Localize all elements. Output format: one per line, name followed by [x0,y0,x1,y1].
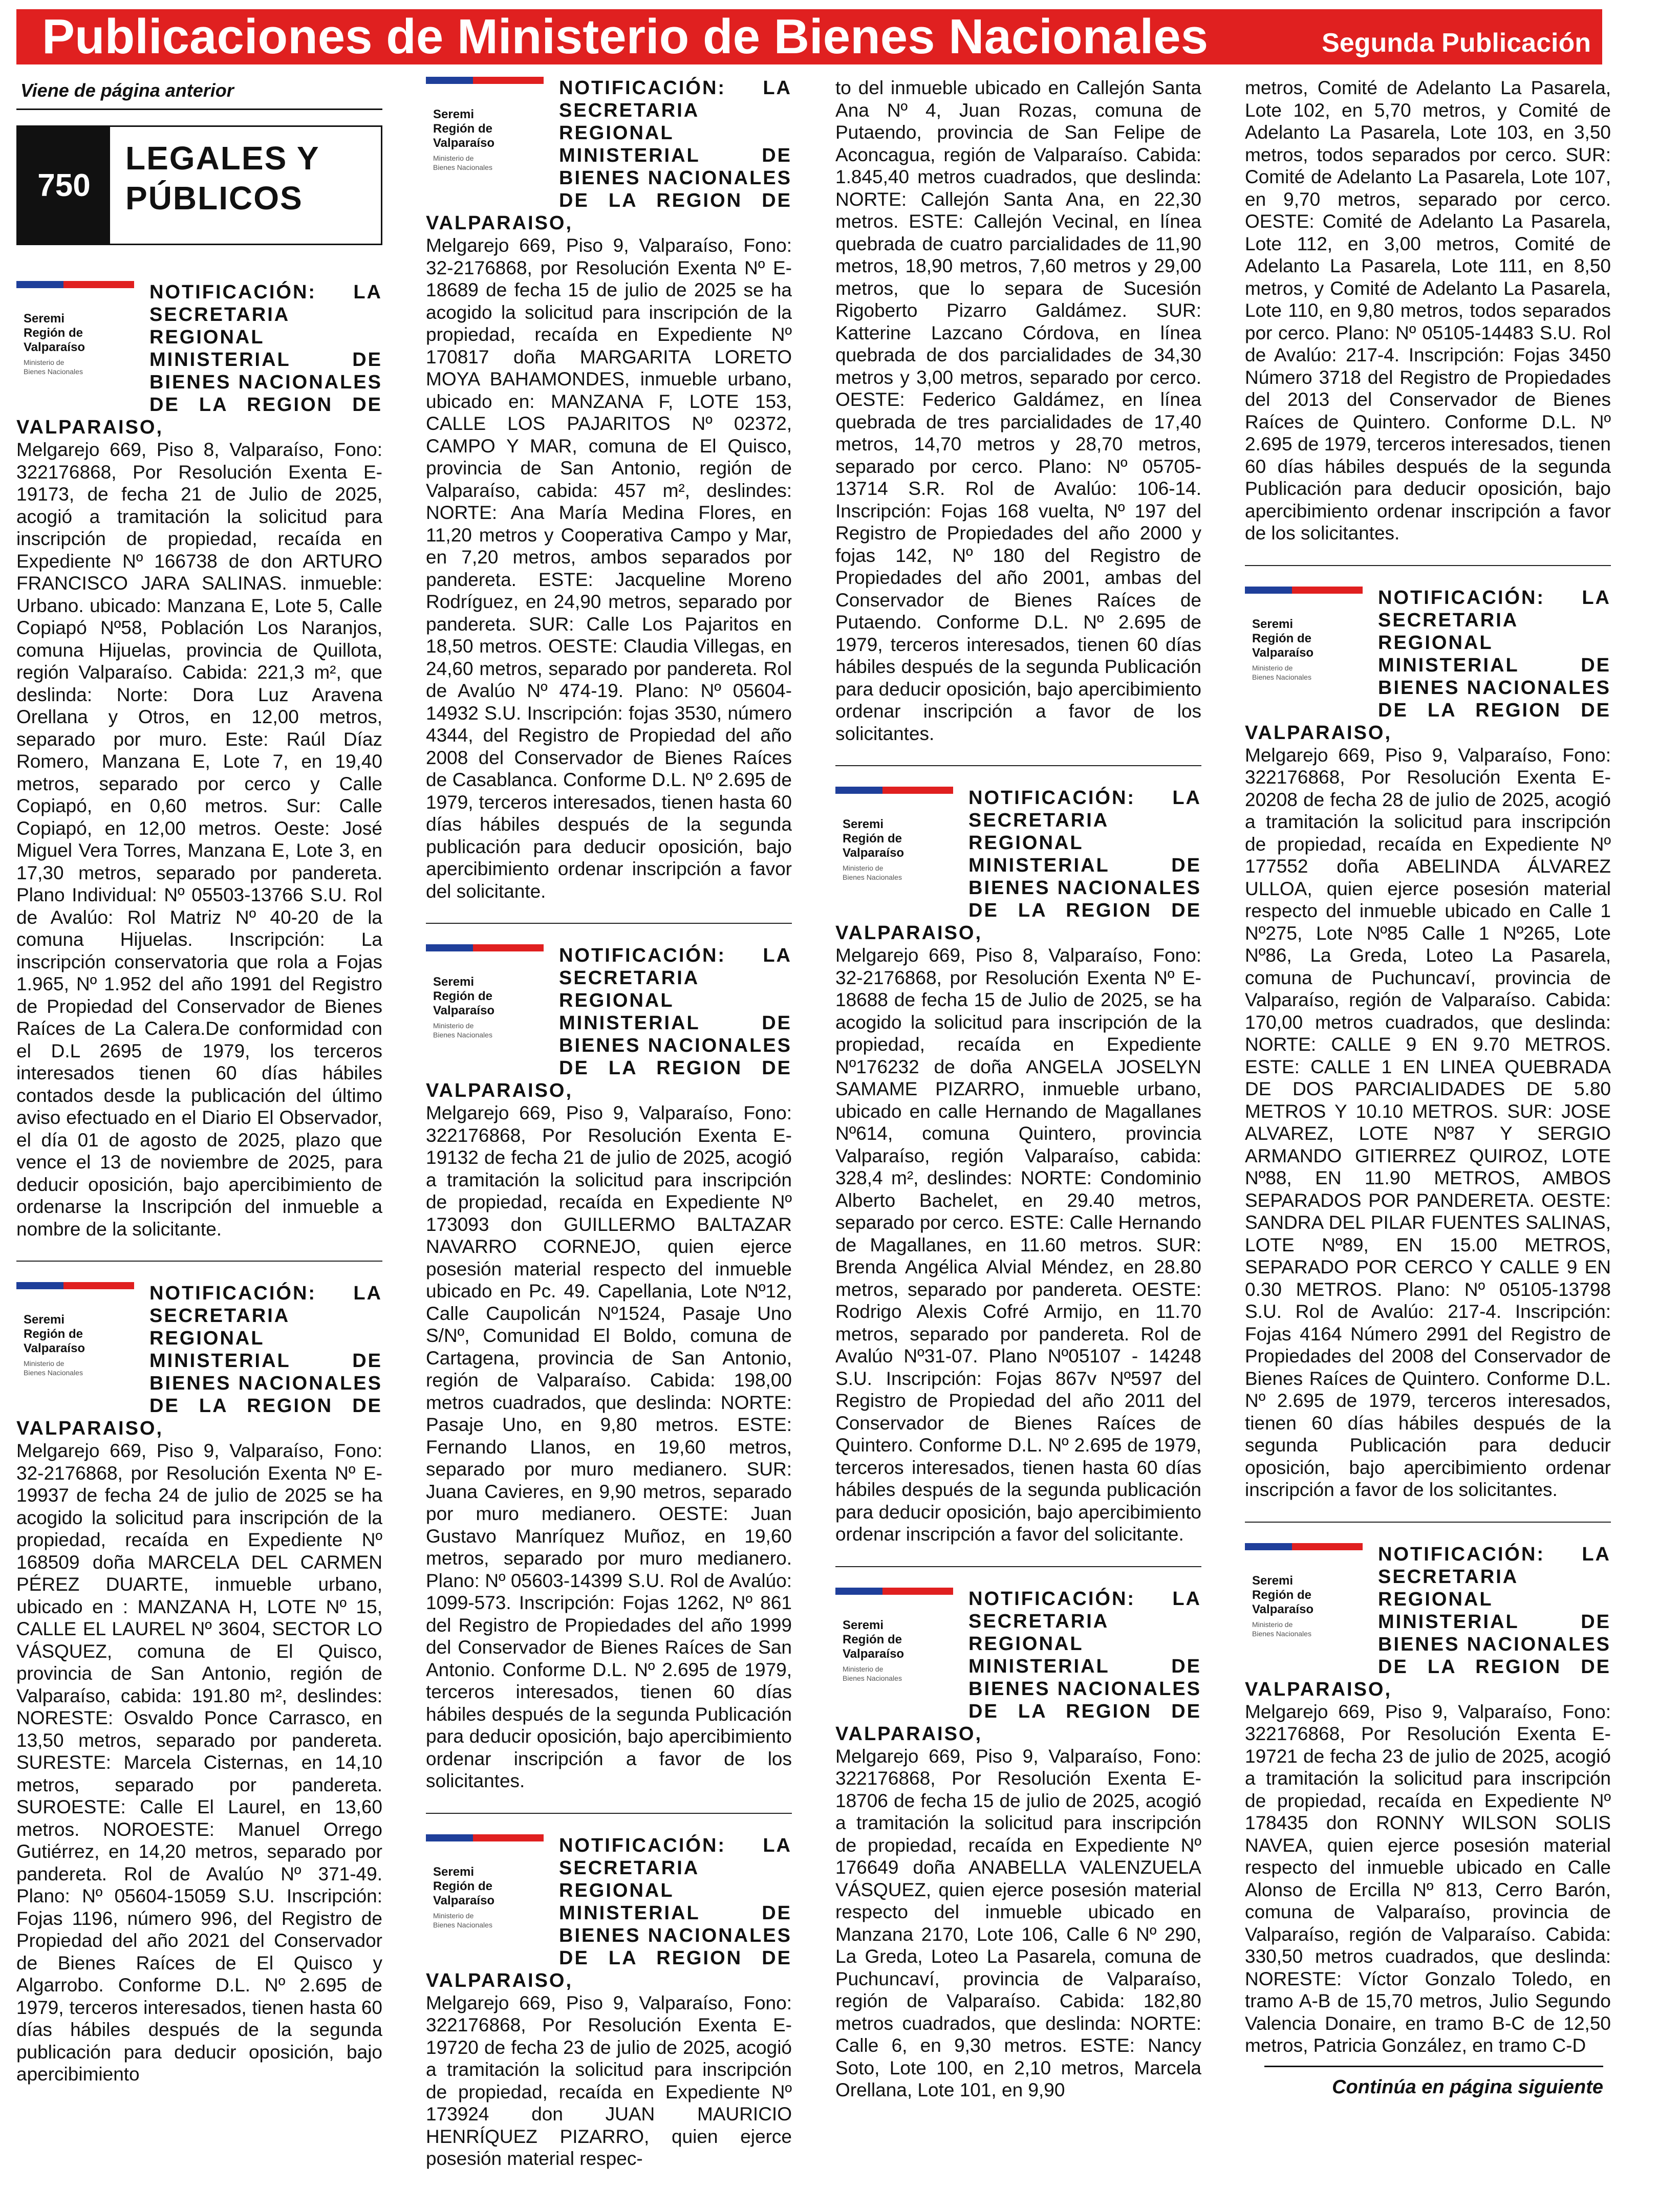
seremi-logo [1245,587,1368,709]
logo-subtext: Ministerio de Bienes Nacionales [843,864,902,881]
logo-subtext: Ministerio de Bienes Nacionales [433,1022,492,1039]
notice-header [426,77,792,902]
section-number: 750 [18,127,110,244]
logo-subtext: Ministerio de Bienes Nacionales [843,1664,902,1682]
notice-header [16,281,382,1240]
notice [426,944,792,1814]
column-4 [1245,77,1611,2098]
seremi-logo [426,1834,549,1957]
flag-stripe-icon [426,77,544,84]
logo-text: Seremi Región de Valparaíso [433,107,495,150]
flag-stripe-icon [835,1588,953,1595]
logo-text: Seremi Región de Valparaíso [24,312,85,354]
notice-title: NOTIFICACIÓN: LA SECRETARIA REGIONAL MINISTERIAL DE BIENES NACIONALES DE LA REGION DE VALPARAISO, [16,281,382,438]
notice-body: Melgarejo 669, Piso 9, Valparaíso, Fono: 322176868, Por Resolución Exenta E-19720 de fecha 23 de julio de 2025, acogió a tramitación la solicitud para inscripción de propiedad, recaída en Expediente Nº 173924 don JUAN MAURICIO HENRÍQUEZ PIZARRO, quien ejerce posesión material respec- [426,1992,792,2169]
notice-body: Melgarejo 669, Piso 9, Valparaíso, Fono: 32-2176868, por Resolución Exenta Nº E-18689 de fecha 15 de julio de 2025 se ha acogido la solicitud para inscripción de la propiedad, recaída en Expediente Nº 170817 doña MARGARITA LORETO MOYA BAHAMONDES, inmueble urbano, ubicado en: MANZANA F, LOTE 153, CALLE LOS PAJARITOS Nº 02372, CAMPO Y MAR, comuna de El Quisco, provincia de San Antonio, región de Valparaíso, cabida: 457 m², deslindes: NORTE: Ana María Medina Flores, en 11,20 metros y Cooperativa Campo y Mar, en 7,20 metros, ambos separados por pandereta. ESTE: Jacqueline Moreno Rodríguez, en 24,90 metros, separado por pandereta. SUR: Calle Los Pajaritos en 18,50 metros. OESTE: Claudia Villegas, en 24,60 metros, separado por pandereta. Rol de Avalúo Nº 474-19. Plano: Nº 05604-14932 S.U. Inscripción: fojas 3530, número 4344, del Registro de Propiedad del año 2008 del Conservador de Bienes Raíces de Casablanca. Conforme D.L. Nº 2.695 de 1979, terceros interesados, tienen hasta 60 días hábiles después de la segunda publicación para deducir oposición, bajo apercibimiento ordenar inscripción a favor del solicitante. [426,235,792,902]
section-title-line1: LEGALES Y [125,140,320,177]
notice [426,77,792,924]
notice [1245,77,1611,566]
logo-text: Seremi Región de Valparaíso [24,1313,85,1355]
logo-subtext: Ministerio de Bienes Nacionales [24,1359,83,1377]
flag-stripe-icon [1245,1543,1363,1550]
logo-subtext: Ministerio de Bienes Nacionales [1252,663,1311,681]
flag-stripe-icon [426,944,544,951]
column-3 [835,77,1201,2142]
section-title [110,127,320,244]
logo-text: Seremi Región de Valparaíso [843,817,904,860]
seremi-logo [16,1282,139,1405]
section-title-line2: PÚBLICOS [125,180,303,216]
notice [16,1282,382,2106]
notice-body: Melgarejo 669, Piso 9, Valparaíso, Fono: 322176868, Por Resolución Exenta E-19721 de fecha 23 de julio de 2025, acogió a tramitación la solicitud para inscripción de propiedad, recaída en Expediente Nº 178435 don RONNY WILSON SOLIS NAVEA, quien ejerce posesión material respecto del inmueble ubicado en Calle Alonso de Ercilla Nº 813, Cerro Barón, comuna de Valparaíso, provincia de Valparaíso, región de Valparaíso. Cabida: 330,50 metros cuadrados, que deslinda: NORESTE: Víctor Gonzalo Toledo, en tramo A-B de 15,70 metros, Julio Segundo Valencia Donaire, en tramo B-C de 12,50 metros, Patricia González, en tramo C-D [1245,1701,1611,2056]
flag-stripe-icon [16,281,134,288]
logo-subtext: Ministerio de Bienes Nacionales [433,1911,492,1929]
seremi-logo [426,77,549,200]
flag-stripe-icon [835,787,953,794]
notice-body: Melgarejo 669, Piso 8, Valparaíso, Fono: 32-2176868, por Resolución Exenta Nº E-18688 de fecha 15 de Julio de 2025, se ha acogido la solicitud para inscripción de la propiedad, recaída en Expediente Nº176232 de doña ANGELA JOSELYN SAMAME PIZARRO, inmueble urbano, ubicado en calle Hernando de Magallanes Nº614, comuna Quintero, provincia Valparaíso, región Valparaíso, cabida: 328,4 m², deslindes: NORTE: Condominio Alberto Bachelet, en 29.40 metros, separado por cerco. ESTE: Calle Hernando de Magallanes, en 11.60 metros. SUR: Brenda Angélica Alvial Méndez, en 28.80 metros, separado por pandereta. OESTE: Rodrigo Alexis Cofré Armijo, en 11.70 metros, separado por pandereta. Rol de Avalúo Nº31-07. Plano Nº05107 - 14248 S.U. Inscripción: Fojas 867v Nº597 del Registro de Propiedad del año 2011 del Conservador de Bienes Raíces de Quintero. Conforme D.L. Nº 2.695 de 1979, terceros interesados, tienen hasta 60 días hábiles después de la segunda publicación para deducir oposición, bajo apercibimiento ordenar inscripción a favor del solicitante. [835,945,1201,1545]
notice-body: Melgarejo 669, Piso 9, Valparaíso, Fono: 32-2176868, por Resolución Exenta Nº E-19937 de fecha 24 de julio de 2025 se ha acogido la solicitud para inscripción de la propiedad, recaída en Expediente Nº 168509 doña MARCELA DEL CARMEN PÉREZ DUARTE, inmueble urbano, ubicado en : MANZANA H, LOTE Nº 15, CALLE EL LAUREL Nº 3604, SECTOR LO VÁSQUEZ, comuna de El Quisco, provincia de San Antonio, región de Valparaíso, cabida: 191.80 m², deslindes: NORESTE: Osvaldo Ponce Carrasco, en 13,50 metros, separado por pandereta. SURESTE: Marcela Cisternas, en 14,10 metros, separado por pandereta. SUROESTE: Calle El Laurel, en 13,60 metros. NOROESTE: Manuel Orrego Gutiérrez, en 14,20 metros, separado por pandereta. Rol de Avalúo Nº 371-49. Plano: Nº 05604-15059 S.U. Inscripción: Fojas 1196, número 996, del Registro de Propiedad del año 2021 del Conservador de Bienes Raíces de El Quisco y Algarrobo. Conforme D.L. Nº 2.695 de 1979, terceros interesados, tienen hasta 60 días hábiles después de la segunda publicación para deducir oposición, bajo apercibimiento [16,1440,382,2085]
section-header [16,125,382,245]
seremi-logo [835,787,958,909]
continued-to-label: Continúa en página siguiente [1264,2066,1603,2098]
seremi-logo [835,1588,958,1710]
notice-body: to del inmueble ubicado en Callejón Santa Ana Nº 4, Juan Rozas, comuna de Putaendo, provincia de San Felipe de Aconcagua, región de Valparaíso. Cabida: 1.845,40 metros cuadrados, que deslinda: NORTE: Callejón Santa Ana, en 22,30 metros. ESTE: Callejón Vecinal, en línea quebrada de cuatro parcialidades de 11,90 metros, 18,90 metros, 7,60 metros y 29,00 metros, que lo separa de Sucesión Rigoberto Pizarro Galdámez. SUR: Katterine Lazcano Córdova, en línea quebrada de dos parcialidades de 34,30 metros y 3,00 metros, separado por cerco. OESTE: Federico Galdámez, en línea quebrada de tres parcialidades de 17,40 metros, 14,70 metros y 28,70 metros, separado por cerco. Plano: Nº 05705-13714 S.R. Rol de Avalúo: 106-14. Inscripción: Fojas 168 vuelta, Nº 197 del Registro de Propiedades del año 2000 y fojas 142, Nº 180 del Registro de Propiedades del año 2001, ambas del Conservador de Bienes Raíces de Putaendo. Conforme D.L. Nº 2.695 de 1979, terceros interesados, tienen 60 días hábiles después de la segunda Publicación para deducir oposición, bajo apercibimiento ordenar inscripción a favor de los solicitantes. [835,77,1201,744]
banner-subtitle: Segunda Publicación [1322,28,1591,58]
logo-subtext: Ministerio de Bienes Nacionales [433,154,492,171]
notice-body: metros, Comité de Adelanto La Pasarela, Lote 102, en 5,70 metros, y Comité de Adelanto La Pasarela, Lote 103, en 3,50 metros, todos separados por cerco. SUR: Comité de Adelanto La Pasarela, Lote 107, en 9,70 metros, separado por cerco. OESTE: Comité de Adelanto La Pasarela, Lote 112, en 3,00 metros, Comité de Adelanto La Pasarela, Lote 111, en 8,50 metros, y Comité de Adelanto La Pasarela, Lote 110, en 9,80 metros, todos separados por cerco. Plano: Nº 05105-14483 S.U. Rol de Avalúo: 217-4. Inscripción: Fojas 3450 Número 3718 del Registro de Propiedades del 2013 del Conservador de Bienes Raíces de Quintero. Conforme D.L. Nº 2.695 de 1979, terceros interesados, tienen 60 días hábiles después de la segunda Publicación para deducir oposición, bajo apercibimiento ordenar inscripción a favor de los solicitantes. [1245,77,1611,544]
notice-title: NOTIFICACIÓN: LA SECRETARIA REGIONAL MINISTERIAL DE BIENES NACIONALES DE LA REGION DE VALPARAISO, [16,1283,382,1439]
notice [1245,1543,1611,2077]
logo-text: Seremi Región de Valparaíso [843,1618,904,1661]
notice-body: Melgarejo 669, Piso 8, Valparaíso, Fono: 322176868, Por Resolución Exenta E-19173, de fecha 21 de Julio de 2025, acogió a tramitación la solicitud para inscripción de propiedad, recaída en Expediente Nº 166738 de don ARTURO FRANCISCO JARA SALINAS. inmueble: Urbano. ubicado: Manzana E, Lote 5, Calle Copiapó Nº58, Población Los Naranjos, comuna Hijuelas, provincia de Quillota, región Valparaíso. Cabida: 221,3 m², que deslinda: Norte: Dora Luz Aravena Orellana y Otros, en 12,00 metros, separado por muro. Este: Raúl Díaz Romero, Manzana E, Lote 7, en 19,40 metros, separado por cerco y Calle Copiapó, en 0,60 metros. Sur: Calle Copiapó, en 12,00 metros. Oeste: José Miguel Vera Torres, Manzana E, Lote 3, en 17,30 metros, separado por pandereta. Plano Individual: Nº 05503-13766 S.U. Rol de Avalúo: Rol Matriz Nº 40-20 de la comuna Hijuelas. Inscripción: La inscripción conservatoria que rola a Fojas 1.965, Nº 1.952 del año 1991 del Registro de Propiedad del Conservador de Bienes Raíces de La Calera.De conformidad con el D.L 2695 de 1979, los terceros interesados tienen 60 días hábiles contados desde la publicación del último aviso efectuado en el Diario El Observador, el día 01 de agosto de 2025, plazo que vence el 13 de noviembre de 2025, para deducir oposición, bajo apercibimiento de ordenarse la Inscripción del inmueble a nombre de la solicitante. [16,439,382,1240]
notice-header [1245,1543,1611,2057]
notice-header [835,1588,1201,2101]
notice [835,787,1201,1567]
notice-header [426,944,792,1792]
logo-text: Seremi Región de Valparaíso [433,975,495,1017]
notice-title: NOTIFICACIÓN: LA SECRETARIA REGIONAL MINISTERIAL DE BIENES NACIONALES DE LA REGION DE VALPARAISO, [835,1588,1201,1745]
page-banner [16,9,1602,64]
notice-title: NOTIFICACIÓN: LA SECRETARIA REGIONAL MINISTERIAL DE BIENES NACIONALES DE LA REGION DE VALPARAISO, [426,945,792,1101]
logo-text: Seremi Región de Valparaíso [1252,617,1314,660]
notice-body: Melgarejo 669, Piso 9, Valparaíso, Fono: 322176868, Por Resolución Exenta E-20208 de fecha 28 de julio de 2025, acogió a tramitación la solicitud para inscripción de propiedad, recaída en Expediente Nº 177552 doña ABELINDA ÁLVAREZ ULLOA, quien ejerce posesión material respecto del inmueble ubicado en Calle 1 Nº275, Lote Nº85 Calle 1 Nº265, Lote Nº86, La Greda, Loteo La Pasarela, comuna de Puchuncaví, provincia de Valparaíso, región de Valparaíso. Cabida: 170,00 metros cuadrados, que deslinda: NORTE: CALLE 9 EN 9.70 METROS. ESTE: CALLE 1 EN LINEA QUEBRADA DE DOS PARCIALIDADES DE 5.80 METROS Y 10.10 METROS. SUR: JOSE ALVAREZ, LOTE Nº87 Y SERGIO ARMANDO GITIERREZ QUIROZ, LOTE Nº88, EN 11.90 METROS, AMBOS SEPARADOS POR PANDERETA. OESTE: SANDRA DEL PILAR FUENTES SALINAS, LOTE Nº89, EN 15.00 METROS, SEPARADO POR CERCO Y CALLE 9 EN 0.30 METROS. Plano: Nº 05105-13798 S.U. Rol de Avalúo: 217-4. Inscripción: Fojas 4164 Número 2991 del Registro de Propiedades del 2008 del Conservador de Bienes Raíces de Quintero. Conforme D.L. Nº 2.695 de 1979, terceros interesados, tienen 60 días hábiles después de la segunda Publicación para deducir oposición, bajo apercibimiento ordenar inscripción a favor de los solicitantes. [1245,744,1611,1500]
seremi-logo [426,944,549,1067]
notice [1245,587,1611,1523]
notice [835,1588,1201,2122]
flag-stripe-icon [1245,587,1363,594]
notice-body: Melgarejo 669, Piso 9, Valparaíso, Fono: 322176868, Por Resolución Exenta E-18706 de fecha 15 de julio de 2025, acogió a tramitación la solicitud para inscripción de propiedad, recaída en Expediente Nº 176649 doña ANABELLA VALENZUELA VÁSQUEZ, quien ejerce posesión material respecto del inmueble ubicado en Manzana 2170, Lote 106, Calle 6 Nº 290, La Greda, Loteo La Pasarela, comuna de Puchuncaví, provincia de Valparaíso, región de Valparaíso. Cabida: 182,80 metros cuadrados, que deslinda: NORTE: Calle 6, en 9,30 metros. ESTE: Nancy Soto, Lote 100, en 2,10 metros, Marcela Orellana, Lote 101, en 9,90 [835,1745,1201,2100]
notice-header [835,787,1201,1546]
flag-stripe-icon [426,1834,544,1841]
column-1 [16,77,382,2127]
column-2 [426,77,792,2211]
notice [16,281,382,1262]
logo-subtext: Ministerio de Bienes Nacionales [24,358,83,376]
flag-stripe-icon [16,1282,134,1289]
notice-title: NOTIFICACIÓN: LA SECRETARIA REGIONAL MINISTERIAL DE BIENES NACIONALES DE LA REGION DE VALPARAISO, [835,787,1201,944]
notice-title: NOTIFICACIÓN: LA SECRETARIA REGIONAL MINISTERIAL DE BIENES NACIONALES DE LA REGION DE VALPARAISO, [1245,1543,1611,1700]
seremi-logo [1245,1543,1368,1666]
notice-title: NOTIFICACIÓN: LA SECRETARIA REGIONAL MINISTERIAL DE BIENES NACIONALES DE LA REGION DE VALPARAISO, [426,1834,792,1991]
logo-text: Seremi Región de Valparaíso [1252,1573,1314,1616]
seremi-logo [16,281,139,404]
notice-body: Melgarejo 669, Piso 9, Valparaíso, Fono: 322176868, Por Resolución Exenta E-19132 de fecha 21 de julio de 2025, acogió a tramitación la solicitud para inscripción de propiedad, recaída en Expediente Nº 173093 don GUILLERMO BALTAZAR NAVARRO CORNEJO, quien ejerce posesión material respecto del inmueble ubicado en Pc. 49. Capellania, Lote Nº12, Calle Caupolicán Nº1524, Pasaje Uno S/Nº, Comunidad El Boldo, comuna de Cartagena, provincia de San Antonio, región de Valparaíso. Cabida: 198,00 metros cuadrados, que deslinda: NORTE: Pasaje Uno, en 9,80 metros. ESTE: Fernando Llanos, en 19,60 metros, separado por muro medianero. SUR: Juana Cavieres, en 9,90 metros, separado por muro medianero. OESTE: Juan Gustavo Manríquez Muñoz, en 19,60 metros, separado por muro medianero. Plano: Nº 05603-14399 S.U. Rol de Avalúo: 1099-573. Inscripción: Fojas 1262, Nº 861 del Registro de Propiedades del año 1999 del Conservador de Bienes Raíces de San Antonio. Conforme D.L. Nº 2.695 de 1979, terceros interesados, tienen 60 días hábiles después de la segunda Publicación para deducir oposición, bajo apercibimiento ordenar inscripción a favor de los solicitantes. [426,1102,792,1791]
notice-header [16,1282,382,2086]
banner-title: Publicaciones de Ministerio de Bienes Nacionales [42,9,1209,64]
logo-subtext: Ministerio de Bienes Nacionales [1252,1620,1311,1638]
continued-from-label: Viene de página anterior [16,77,382,110]
notice-header [1245,587,1611,1501]
logo-text: Seremi Región de Valparaíso [433,1865,495,1907]
notice-title: NOTIFICACIÓN: LA SECRETARIA REGIONAL MINISTERIAL DE BIENES NACIONALES DE LA REGION DE VALPARAISO, [1245,587,1611,744]
notice [835,77,1201,766]
notice-header [426,1834,792,2170]
notice [426,1834,792,2191]
notice-title: NOTIFICACIÓN: LA SECRETARIA REGIONAL MINISTERIAL DE BIENES NACIONALES DE LA REGION DE VALPARAISO, [426,77,792,234]
